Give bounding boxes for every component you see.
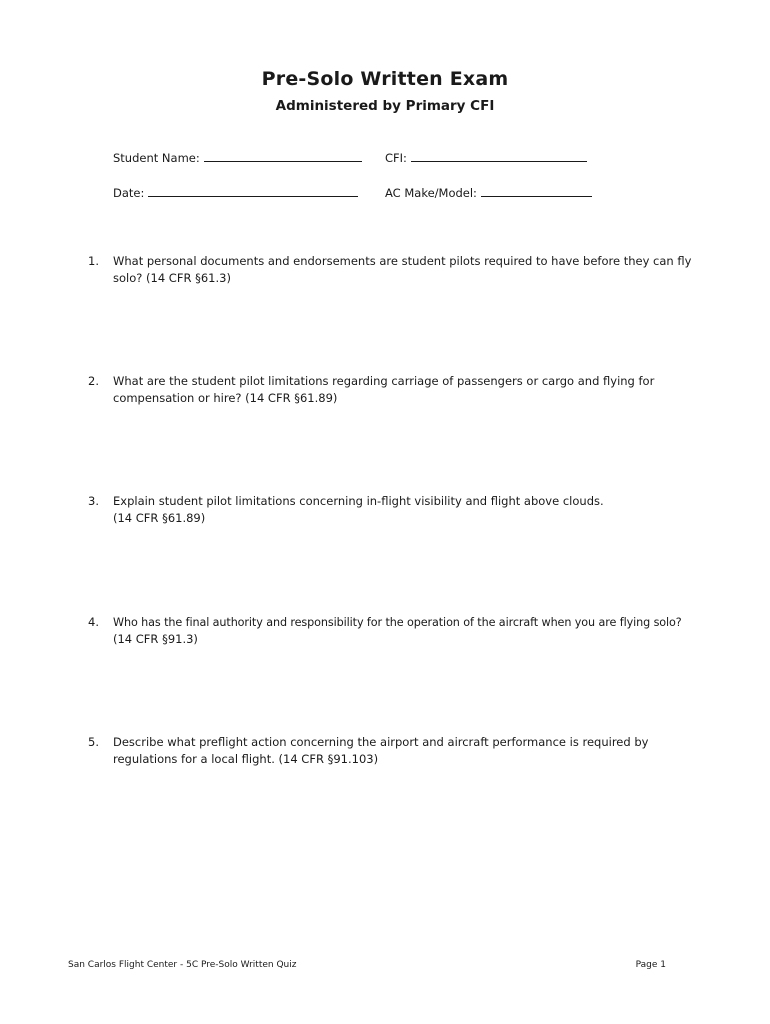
- question-number: 5.: [88, 735, 99, 749]
- question-2: [88, 373, 708, 407]
- date-blank[interactable]: [148, 185, 358, 197]
- question-line: Explain student pilot limitations concerning in-flight visibility and flight above clouds.: [113, 494, 604, 508]
- question-line: Who has the final authority and responsibility for the operation of the aircraft when you are flying solo?: [113, 616, 682, 629]
- question-line: What personal documents and endorsements are student pilots required to have before they can fly: [113, 254, 692, 268]
- ac-make-model-label: AC Make/Model:: [385, 186, 477, 200]
- question-text: [113, 373, 708, 407]
- cfi-blank[interactable]: [411, 150, 587, 162]
- question-1: [88, 253, 708, 287]
- cfi-field: [385, 150, 587, 165]
- footer-page-number: Page 1: [635, 960, 666, 970]
- student-name-blank[interactable]: [204, 150, 362, 162]
- question-line: (14 CFR §91.3): [113, 632, 198, 646]
- question-number: 2.: [88, 374, 99, 388]
- date-label: Date:: [113, 186, 145, 200]
- ac-make-model-blank[interactable]: [481, 185, 592, 197]
- question-line: Describe what preflight action concerning the airport and aircraft performance is required by: [113, 735, 649, 749]
- question-text: [113, 614, 708, 648]
- question-text: [113, 493, 708, 527]
- question-5: [88, 734, 708, 768]
- question-text: [113, 734, 708, 768]
- cfi-label: CFI:: [385, 151, 407, 165]
- date-field: [113, 185, 358, 200]
- question-number: 3.: [88, 494, 99, 508]
- page-subtitle: Administered by Primary CFI: [275, 98, 495, 114]
- question-text: [113, 253, 708, 287]
- student-name-field: [113, 150, 362, 165]
- question-line: What are the student pilot limitations regarding carriage of passengers or cargo and flying for: [113, 374, 655, 388]
- ac-make-model-field: [385, 185, 592, 200]
- page-title: Pre-Solo Written Exam: [261, 68, 509, 90]
- question-3: [88, 493, 708, 527]
- question-4: [88, 614, 708, 648]
- question-line: solo? (14 CFR §61.3): [113, 271, 231, 285]
- student-name-label: Student Name:: [113, 151, 200, 165]
- question-line: (14 CFR §61.89): [113, 511, 206, 525]
- question-number: 1.: [88, 254, 99, 268]
- footer-document-title: San Carlos Flight Center - 5C Pre-Solo Written Quiz: [68, 960, 297, 970]
- question-line: regulations for a local flight. (14 CFR §91.103): [113, 752, 379, 766]
- question-number: 4.: [88, 615, 99, 629]
- question-line: compensation or hire? (14 CFR §61.89): [113, 391, 338, 405]
